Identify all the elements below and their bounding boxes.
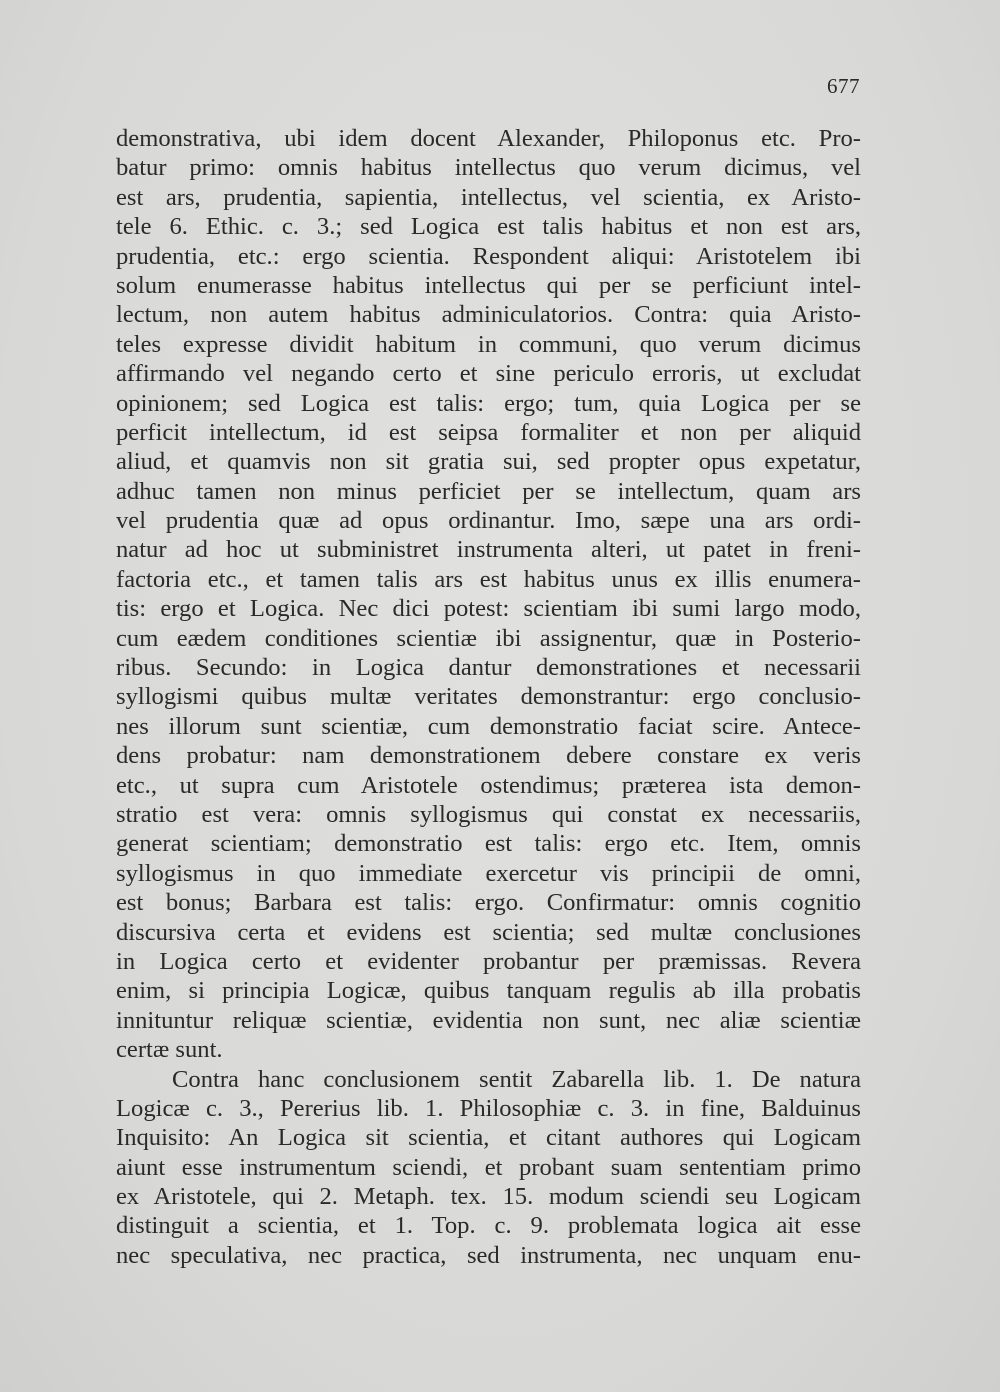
text-line: tele 6. Ethic. c. 3.; sed Logica est talis habitus et non est ars, xyxy=(116,213,861,241)
text-line: nec speculativa, nec practica, sed instrumenta, nec unquam enu- xyxy=(116,1241,861,1269)
page-number: 677 xyxy=(827,74,860,98)
text-line: lectum, non autem habitus adminiculatorios. Contra: quia Aristo- xyxy=(116,301,861,329)
text-line: Inquisito: An Logica sit scientia, et citant authores qui Logicam xyxy=(116,1124,861,1152)
text-line: cum eædem conditiones scientiæ ibi assignentur, quæ in Posterio- xyxy=(116,624,861,652)
text-line: perficit intellectum, id est seipsa formaliter et non per aliquid xyxy=(116,418,861,446)
text-line: affirmando vel negando certo et sine periculo erroris, ut excludat xyxy=(116,360,861,388)
text-line: enim, si principia Logicæ, quibus tanquam regulis ab illa probatis xyxy=(116,977,861,1005)
text-line: est bonus; Barbara est talis: ergo. Confirmatur: omnis cognitio xyxy=(116,889,861,917)
paragraph-start-line: Contra hanc conclusionem sentit Zabarella lib. 1. De natura xyxy=(172,1065,861,1093)
text-line: innituntur reliquæ scientiæ, evidentia non sunt, nec aliæ scientiæ xyxy=(116,1006,861,1034)
text-line: tis: ergo et Logica. Nec dici potest: scientiam ibi sumi largo modo, xyxy=(116,595,861,623)
text-line: natur ad hoc ut subministret instrumenta alteri, ut patet in freni- xyxy=(116,536,861,564)
text-line: vel prudentia quæ ad opus ordinantur. Imo, sæpe una ars ordi- xyxy=(116,507,861,535)
text-line: demonstrativa, ubi idem docent Alexander, Philoponus etc. Pro- xyxy=(116,125,861,152)
body-text xyxy=(116,124,861,1270)
text-line: discursiva certa et evidens est scientia; sed multæ conclusiones xyxy=(116,918,861,946)
text-line: factoria etc., et tamen talis ars est habitus unus ex illis enumera- xyxy=(116,565,861,593)
text-line: generat scientiam; demonstratio est talis: ergo etc. Item, omnis xyxy=(116,830,861,858)
text-line: nes illorum sunt scientiæ, cum demonstratio faciat scire. Antece- xyxy=(116,712,861,740)
text-line: syllogismi quibus multæ veritates demonstrantur: ergo conclusio- xyxy=(116,683,861,711)
text-line: opinionem; sed Logica est talis: ergo; tum, quia Logica per se xyxy=(116,389,861,417)
text-line: distinguit a scientia, et 1. Top. c. 9. problemata logica ait esse xyxy=(116,1212,861,1240)
text-line: syllogismus in quo immediate exercetur vis principii de omni, xyxy=(116,859,861,887)
text-line: solum enumerasse habitus intellectus qui per se perficiunt intel- xyxy=(116,271,861,299)
text-line: Logicæ c. 3., Pererius lib. 1. Philosophiæ c. 3. in fine, Balduinus xyxy=(116,1094,861,1122)
text-line: ribus. Secundo: in Logica dantur demonstrationes et necessarii xyxy=(116,654,861,682)
text-line: in Logica certo et evidenter probantur per præmissas. Revera xyxy=(116,947,861,975)
paragraph-end-line: certæ sunt. xyxy=(116,1036,223,1064)
text-line: est ars, prudentia, sapientia, intellectus, vel scientia, ex Aristo- xyxy=(116,183,861,211)
text-line: aliud, et quamvis non sit gratia sui, sed propter opus expetatur, xyxy=(116,448,861,476)
text-line: aiunt esse instrumentum sciendi, et probant suam sententiam primo xyxy=(116,1153,861,1181)
text-line: ex Aristotele, qui 2. Metaph. tex. 15. modum sciendi seu Logicam xyxy=(116,1183,861,1211)
text-line: adhuc tamen non minus perficiet per se intellectum, quam ars xyxy=(116,477,861,505)
text-line: batur primo: omnis habitus intellectus quo verum dicimus, vel xyxy=(116,154,861,182)
text-line: prudentia, etc.: ergo scientia. Respondent aliqui: Aristotelem ibi xyxy=(116,242,861,270)
text-line: teles expresse dividit habitum in communi, quo verum dicimus xyxy=(116,330,861,358)
text-line: dens probatur: nam demonstrationem debere constare ex veris xyxy=(116,742,861,770)
text-line: etc., ut supra cum Aristotele ostendimus; præterea ista demon- xyxy=(116,771,861,799)
text-line: stratio est vera: omnis syllogismus qui constat ex necessariis, xyxy=(116,800,861,828)
